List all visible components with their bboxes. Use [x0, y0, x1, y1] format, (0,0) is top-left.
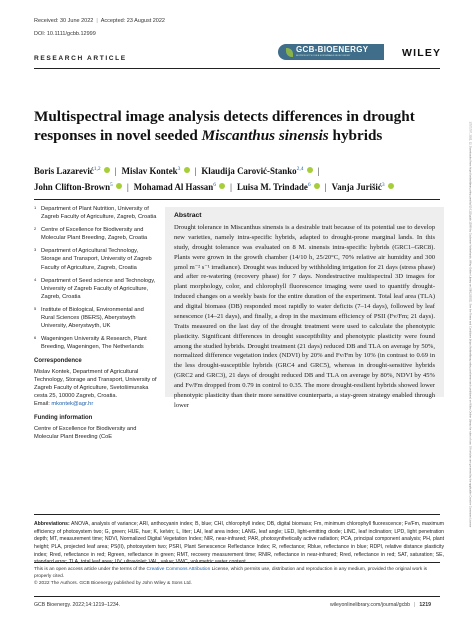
author[interactable]: Mohamad Al Hassan$^6$ — [134, 182, 225, 192]
author[interactable]: Mislav Kontek$^3$ — [122, 166, 190, 176]
journal-url[interactable]: wileyonlinelibrary.com/journal/gcbb — [330, 602, 411, 608]
affiliation: 4 Department of Seed science and Technology, University of Zagreb Faculty of Agriculture, Zagreb, Croatia — [34, 276, 156, 300]
author[interactable]: Luisa M. Trindade$^6$ — [237, 182, 320, 192]
abstract-box — [165, 207, 444, 409]
abbreviations — [34, 521, 444, 567]
species-name: Miscanthus sinensis — [201, 126, 329, 144]
download-side-note — [466, 0, 474, 623]
journal-logo-name: GCB-BIOENERGY — [296, 45, 369, 55]
affiliation: 2 Centre of Excellence for Biodiversity and Molecular Plant Breeding, Zagreb, Croatia — [34, 226, 148, 242]
page-number: 1219 — [419, 602, 431, 608]
abbreviations-label: Abbreviations: — [34, 521, 70, 527]
orcid-icon[interactable] — [116, 183, 122, 189]
received-date: Received: 30 June 2022 — [34, 18, 94, 24]
side-note-text: 17571707, 2022, 12, Downloaded from https://onlinelibrary.wiley.com/doi/10.1111/gcbb.12999 by Cochrane Netherlands, Wiley Online Library on [08/12/2022]. See the Terms and Conditions (https://onlinelibrary.wiley.com/terms-and-conditions) on Wiley Online Library for rules of use; OA articles are governed by the applicable Creative Commons License — [468, 121, 472, 528]
author[interactable]: Vanja Jurišić$^3$ — [332, 182, 394, 192]
abstract-text: Drought tolerance in Miscanthus sinensis is a desirable trait because of its potential use to develop new varieties, namely intra-specific hybrids, adapted to drought-prone marginal lands. In this study, drought tolerance was evaluated on 8 M. sinensis intra-specific hybrids (GRC1–GRC8). Plants were grown in the growth chamber (14/10 h, 25/20°C, 70% relative air humidity and 300 µmol m⁻² s⁻¹ irradiance). Drought was induced by withholding irrigation for 21 days (stress phase) and after re-watering (recovery phase) for 7 days. Nondestructive multispectral 3D images for plant morphology, color, and chlorophyll fluorescence imaging were used to quantify drought-induced changes on a weekly basis for the entire duration of the experiment. Total leaf area (TLA) and digital biomass (DB) responded most rapidly to water deficits (7–14 days), followed by leaf senescence (14–21 days), and finally, a drop in the maximum efficiency of PSII (Fv/Fm; 21 days). Traits measured on the last day of the drought treatment were used to calculate the phenotypic plasticity. Significant differences in drought susceptibility and phenotypic plasticity were found among the studied hybrids. Drought treatment (21 days) reduced DB and TLA on average by 50%, normalized difference vegetation index (NDVI) by 20% and Fv/Fm by 10% (in contrast to 0.69 in the less drought-susceptible hybrids (GRC4 and GRC5), whereas in drought-sensitive hybrids (GRC2 and GRC3), 21 days of drought reduced DB and TLA on average by 80%, NDVI by 45% and Fv/Fm dropped from 0.79 in control to 0.35. The more drought-resilient hybrids showed lower phenotypic plasticity than their more sensitive counterparts, a stay-green strategy enabled through lower — [174, 224, 435, 409]
doi[interactable]: DOI: 10.1111/gcbb.12999 — [34, 31, 96, 37]
article-type: RESEARCH ARTICLE — [34, 55, 127, 62]
author-list: Boris Lazarević$^{1,2}$ | Mislav Kontek$^3$ | Klaudija Carović-Stanko$^{2,4}$ | John Clifton-Brown$^5$ | Mohamad Al Hassan$^6$ | Luisa M. Trindade$^6$ | Vanja Jurišić$^3$ — [34, 163, 454, 196]
correspondence-email[interactable]: mkontek@agr.hr — [51, 401, 94, 408]
received-dates: Received: 30 June 2022 | Accepted: 23 August 2022 — [34, 18, 165, 24]
license-divider — [34, 562, 440, 563]
funding-text: Centre of Excellence for Biodiversity and Molecular Plant Breeding (CoE — [34, 425, 137, 440]
abbreviations-divider — [34, 514, 440, 515]
title-text: Multispectral image analysis detects differences in drought responses in novel seeded Miscanthus sinensis hybrids — [34, 108, 415, 144]
cc-license-link[interactable]: Creative Commons Attribution — [146, 567, 211, 572]
journal-logo-tagline: BIOPRODUCTS FOR A SUSTAINABLE BIOECONOMY — [296, 55, 351, 58]
affiliation: 3 Department of Agricultural Technology, Storage and Transport, University of Zagreb Faculty of Agriculture, Zagreb, Croatia — [34, 247, 152, 271]
author[interactable]: Klaudija Carović-Stanko$^{2,4}$ — [201, 166, 312, 176]
affiliations-column — [34, 205, 157, 446]
publisher-logo[interactable]: WILEY — [402, 47, 442, 59]
copyright-line: © 2022 The Authors. GCB Bioenergy published by John Wiley & Sons Ltd. — [34, 581, 192, 587]
footer-right: wileyonlinelibrary.com/journal/gcbb | 1219 — [330, 602, 431, 608]
affiliation: 1 Department of Plant Nutrition, University of Zagreb Faculty of Agriculture, Zagreb, Croatia — [34, 205, 157, 221]
license-notice: This is an open access article under the terms of the Creative Commons Attribution License, which permits use, distribution and reproduction in any medium, provided the original work is properly cited. © 2022 The Authors. GCB Bioenergy published by John Wiley & Sons Ltd. — [34, 567, 428, 587]
author[interactable]: John Clifton-Brown$^5$ — [34, 182, 122, 192]
correspondence-text: Mislav Kontek, Department of Agricultural Technology, Storage and Transport, University of Zagreb Faculty of Agriculture, Svetošimunska cesta 25, 10000 Zagreb, Croatia. Email: mkontek@agr.hr — [34, 368, 157, 408]
authors-divider — [34, 199, 440, 200]
header-divider — [34, 68, 440, 69]
leaf-icon — [286, 48, 293, 57]
author[interactable]: Boris Lazarević$^{1,2}$ — [34, 166, 110, 176]
funding-heading: Funding information — [34, 415, 93, 422]
abbreviations-text: ANOVA, analysis of variance; ARI, anthocyanin index; B, blue; CHI, chlorophyll index; DB, digital biomass; Fm, minimum chlorophyll fluorescence; Fv/Fm, maximum efficiency of photosystem two; G, green; HUE, hue; K, kelvin; L, liter; LAI, leaf area index; LANG, leaf angle; LED, light-emitting diode; LINC, leaf inclination; LPD, light penetration depth; MT, measurement time; NDVI, Normalized Digital Vegetation Index; NIR, near-infrared; PAR, photosynthetically active radiation; PCA, principal component analysis; PH, plant height; PLA, projected leaf area; PS(II), photosystem two; PSRI, Plant Senescence Reflectance Index; R, reflectance; Rblue, reflectance in blue; RDPI, relative distance plasticity index; Rred, reflectance in red; Rgreen, reflectance in green; RMT, recovery measurement time; RNIR, reflectance in near-infrared; Rred, reflectance in red; SAT, saturation; SE, standard error; TLA, total leaf area; UV, ultraviolet; VAL, value; VWC, volumetric water content. — [34, 521, 445, 566]
journal-logo[interactable] — [278, 44, 384, 60]
footer-citation: GCB Bioenergy. 2022;14:1219–1234. — [34, 602, 121, 608]
article-title — [34, 108, 444, 145]
orcid-icon[interactable] — [184, 167, 190, 173]
accepted-date: Accepted: 23 August 2022 — [100, 18, 165, 24]
affiliation: 6 Wageningen University & Research, Plant Breeding, Wageningen, The Netherlands — [34, 335, 147, 351]
correspondence-heading: Correspondence — [34, 358, 82, 365]
orcid-icon[interactable] — [219, 183, 225, 189]
footer-divider — [34, 596, 440, 597]
orcid-icon[interactable] — [307, 167, 313, 173]
affiliation: 5 Institute of Biological, Environmental and Rural Sciences (IBERS), Aberystwyth University, Aberystwyth, UK — [34, 305, 144, 330]
abstract-heading: Abstract — [174, 212, 202, 219]
orcid-icon[interactable] — [388, 183, 394, 189]
orcid-icon[interactable] — [104, 167, 110, 173]
orcid-icon[interactable] — [314, 183, 320, 189]
